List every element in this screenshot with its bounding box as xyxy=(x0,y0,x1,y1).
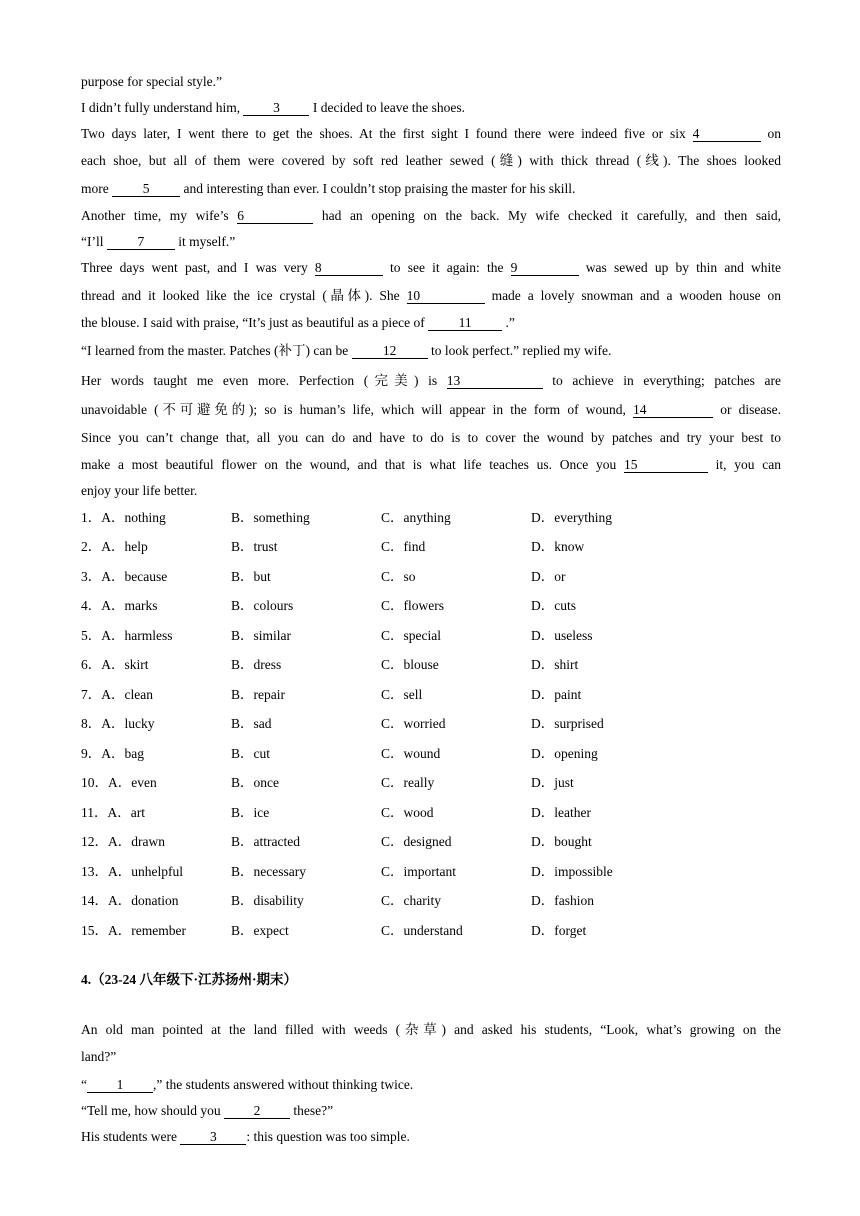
passage-line xyxy=(81,455,781,475)
blank-2[interactable]: 2 xyxy=(224,1103,290,1119)
blank-4[interactable]: 4 xyxy=(693,126,761,142)
option-d[interactable]: D．or xyxy=(531,569,566,584)
option-c[interactable]: C．blouse xyxy=(381,657,439,672)
passage-line xyxy=(81,341,781,361)
blank-14[interactable]: 14 xyxy=(633,402,713,418)
text: made a lovely snowman and a wooden house on xyxy=(484,288,782,303)
option-b[interactable]: B．ice xyxy=(231,805,270,820)
option-b[interactable]: B．repair xyxy=(231,687,285,702)
option-a[interactable]: 14．A．donation xyxy=(81,893,179,908)
question-options-7 xyxy=(81,685,781,705)
text: or disease. xyxy=(713,402,781,417)
question-options-3 xyxy=(81,567,781,587)
text: “ xyxy=(81,1077,87,1092)
option-d[interactable]: D．fashion xyxy=(531,893,594,908)
text: purpose for special style.” xyxy=(81,74,222,89)
text: “I learned from the master. Patches (补丁) can be xyxy=(81,343,352,358)
text: I didn’t fully understand him, xyxy=(81,100,244,115)
text: land?” xyxy=(81,1049,117,1064)
option-d[interactable]: D．just xyxy=(531,775,574,790)
passage-line xyxy=(81,1127,781,1147)
text: ,” the students answered without thinking twice. xyxy=(153,1077,414,1092)
option-a[interactable]: 7．A．clean xyxy=(81,687,153,702)
option-d[interactable]: D．shirt xyxy=(531,657,579,672)
option-a[interactable]: 12．A．drawn xyxy=(81,834,165,849)
question-options-1 xyxy=(81,508,781,528)
text: .” xyxy=(502,315,515,330)
text: : this question was too simple. xyxy=(246,1129,410,1144)
option-c[interactable]: C．wood xyxy=(381,805,434,820)
option-a[interactable]: 15．A．remember xyxy=(81,923,186,938)
text: “Tell me, how should you xyxy=(81,1103,225,1118)
option-b[interactable]: B．sad xyxy=(231,716,272,731)
question-options-13 xyxy=(81,862,781,882)
text: it, you can xyxy=(707,457,781,472)
text: had an opening on the back. My wife checked it carefully, and then said, xyxy=(313,208,781,223)
question-options-5 xyxy=(81,626,781,646)
passage-line xyxy=(81,232,781,252)
option-b[interactable]: B．similar xyxy=(231,628,291,643)
text: on xyxy=(760,126,781,141)
blank-5[interactable]: 5 xyxy=(112,181,180,197)
blank-3[interactable]: 3 xyxy=(180,1129,246,1145)
passage-line xyxy=(81,206,781,226)
question-options-12 xyxy=(81,832,781,852)
passage-line xyxy=(81,371,781,391)
option-a[interactable]: 5．A．harmless xyxy=(81,628,173,643)
option-a[interactable]: 9．A．bag xyxy=(81,746,144,761)
option-b[interactable]: B．attracted xyxy=(231,834,300,849)
text: Three days went past, and I was very xyxy=(81,260,315,275)
text: each shoe, but all of them were covered by soft red leather sewed (缝) with thick thread (线). The shoes looked xyxy=(81,153,781,168)
option-a[interactable]: 13．A．unhelpful xyxy=(81,864,183,879)
blank-6[interactable]: 6 xyxy=(237,208,313,224)
passage-line xyxy=(81,72,781,92)
question-options-10 xyxy=(81,773,781,793)
option-c[interactable]: C．understand xyxy=(381,923,463,938)
option-b[interactable]: B．necessary xyxy=(231,864,306,879)
option-c[interactable]: C．find xyxy=(381,539,426,554)
text: to look perfect.” replied my wife. xyxy=(427,343,612,358)
option-a[interactable]: 10．A．even xyxy=(81,775,157,790)
option-b[interactable]: B．colours xyxy=(231,598,294,613)
option-c[interactable]: C．important xyxy=(381,864,456,879)
blank-3[interactable]: 3 xyxy=(243,100,309,116)
text: Her words taught me even more. Perfection (完美) is xyxy=(81,373,447,388)
text: “I’ll xyxy=(81,234,107,249)
text: to see it again: the xyxy=(382,260,511,275)
passage-line xyxy=(81,481,781,501)
text: I decided to leave the shoes. xyxy=(309,100,466,115)
option-c[interactable]: C．designed xyxy=(381,834,452,849)
passage-line xyxy=(81,428,781,448)
option-b[interactable]: B．something xyxy=(231,510,310,525)
option-c[interactable]: C．sell xyxy=(381,687,423,702)
text: the blouse. I said with praise, “It’s just as beautiful as a piece of xyxy=(81,315,429,330)
text: was sewed up by thin and white xyxy=(578,260,781,275)
text: An old man pointed at the land filled with weeds (杂草) and asked his students, “Look, what’s growing on the xyxy=(81,1022,781,1037)
option-d[interactable]: D．know xyxy=(531,539,585,554)
question-options-11 xyxy=(81,803,781,823)
option-d[interactable]: D．everything xyxy=(531,510,612,525)
question-options-4 xyxy=(81,596,781,616)
question-options-15 xyxy=(81,921,781,941)
text: more xyxy=(81,181,113,196)
option-d[interactable]: D．forget xyxy=(531,923,587,938)
option-b[interactable]: B．but xyxy=(231,569,271,584)
text: make a most beautiful flower on the wound, and that is what life teaches us. Once you xyxy=(81,457,624,472)
option-c[interactable]: C．charity xyxy=(381,893,441,908)
blank-10[interactable]: 10 xyxy=(407,288,485,304)
text: to achieve in everything; patches are xyxy=(542,373,781,388)
option-c[interactable]: C．really xyxy=(381,775,435,790)
option-d[interactable]: D．bought xyxy=(531,834,592,849)
blank-7[interactable]: 7 xyxy=(107,234,175,250)
blank-9[interactable]: 9 xyxy=(511,260,579,276)
passage-line xyxy=(81,179,781,199)
option-a[interactable]: 8．A．lucky xyxy=(81,716,155,731)
passage-line xyxy=(81,151,781,171)
option-d[interactable]: D．useless xyxy=(531,628,593,643)
option-d[interactable]: D．surprised xyxy=(531,716,604,731)
text: these?” xyxy=(290,1103,334,1118)
section-heading: 4.（23-24 八年级下·江苏扬州·期末） xyxy=(81,972,297,987)
blank-8[interactable]: 8 xyxy=(315,260,383,276)
option-c[interactable]: C．worried xyxy=(381,716,446,731)
text: Since you can’t change that, all you can do and have to do is to cover the wound by patches and try your best to xyxy=(81,430,781,445)
question-options-2 xyxy=(81,537,781,557)
option-b[interactable]: B．expect xyxy=(231,923,289,938)
passage-line xyxy=(81,286,781,306)
option-b[interactable]: B．dress xyxy=(231,657,282,672)
text: His students were xyxy=(81,1129,181,1144)
question-options-8 xyxy=(81,714,781,734)
option-a[interactable]: 11．A．art xyxy=(81,805,145,820)
option-b[interactable]: B．disability xyxy=(231,893,304,908)
text: Two days later, I went there to get the shoes. At the first sight I found there were indeed five or six xyxy=(81,126,693,141)
option-d[interactable]: D．paint xyxy=(531,687,582,702)
passage-line xyxy=(81,258,781,278)
option-c[interactable]: C．wound xyxy=(381,746,441,761)
option-b[interactable]: B．trust xyxy=(231,539,278,554)
blank-11[interactable]: 11 xyxy=(428,315,502,331)
blank-1[interactable]: 1 xyxy=(87,1077,153,1093)
option-d[interactable]: D．impossible xyxy=(531,864,613,879)
passage-line xyxy=(81,1101,781,1121)
passage-line xyxy=(81,400,781,420)
option-d[interactable]: D．leather xyxy=(531,805,591,820)
text: Another time, my wife’s xyxy=(81,208,238,223)
question-options-9 xyxy=(81,744,781,764)
passage-line xyxy=(81,313,781,333)
question-options-6 xyxy=(81,655,781,675)
passage-line xyxy=(81,124,781,144)
option-d[interactable]: D．cuts xyxy=(531,598,576,613)
option-d[interactable]: D．opening xyxy=(531,746,598,761)
passage-line xyxy=(81,1020,781,1040)
option-c[interactable]: C．anything xyxy=(381,510,451,525)
text: thread and it looked like the ice crystal (晶体). She xyxy=(81,288,407,303)
option-a[interactable]: 3．A．because xyxy=(81,569,168,584)
text: enjoy your life better. xyxy=(81,483,198,498)
option-c[interactable]: C．special xyxy=(381,628,441,643)
blank-12[interactable]: 12 xyxy=(352,343,428,359)
option-a[interactable]: 2．A．help xyxy=(81,539,148,554)
option-b[interactable]: B．cut xyxy=(231,746,270,761)
text: unavoidable (不可避免的); so is human’s life, which will appear in the form of wound, xyxy=(81,402,634,417)
passage-line xyxy=(81,98,781,118)
option-a[interactable]: 6．A．skirt xyxy=(81,657,149,672)
text: it myself.” xyxy=(174,234,236,249)
option-a[interactable]: 4．A．marks xyxy=(81,598,158,613)
passage-line xyxy=(81,1075,781,1095)
text: and interesting than ever. I couldn’t stop praising the master for his skill. xyxy=(180,181,576,196)
blank-13[interactable]: 13 xyxy=(447,373,543,389)
option-b[interactable]: B．once xyxy=(231,775,279,790)
option-c[interactable]: C．flowers xyxy=(381,598,444,613)
passage-line xyxy=(81,1047,781,1067)
blank-15[interactable]: 15 xyxy=(624,457,708,473)
option-a[interactable]: 1．A．nothing xyxy=(81,510,166,525)
question-options-14 xyxy=(81,891,781,911)
option-c[interactable]: C．so xyxy=(381,569,416,584)
